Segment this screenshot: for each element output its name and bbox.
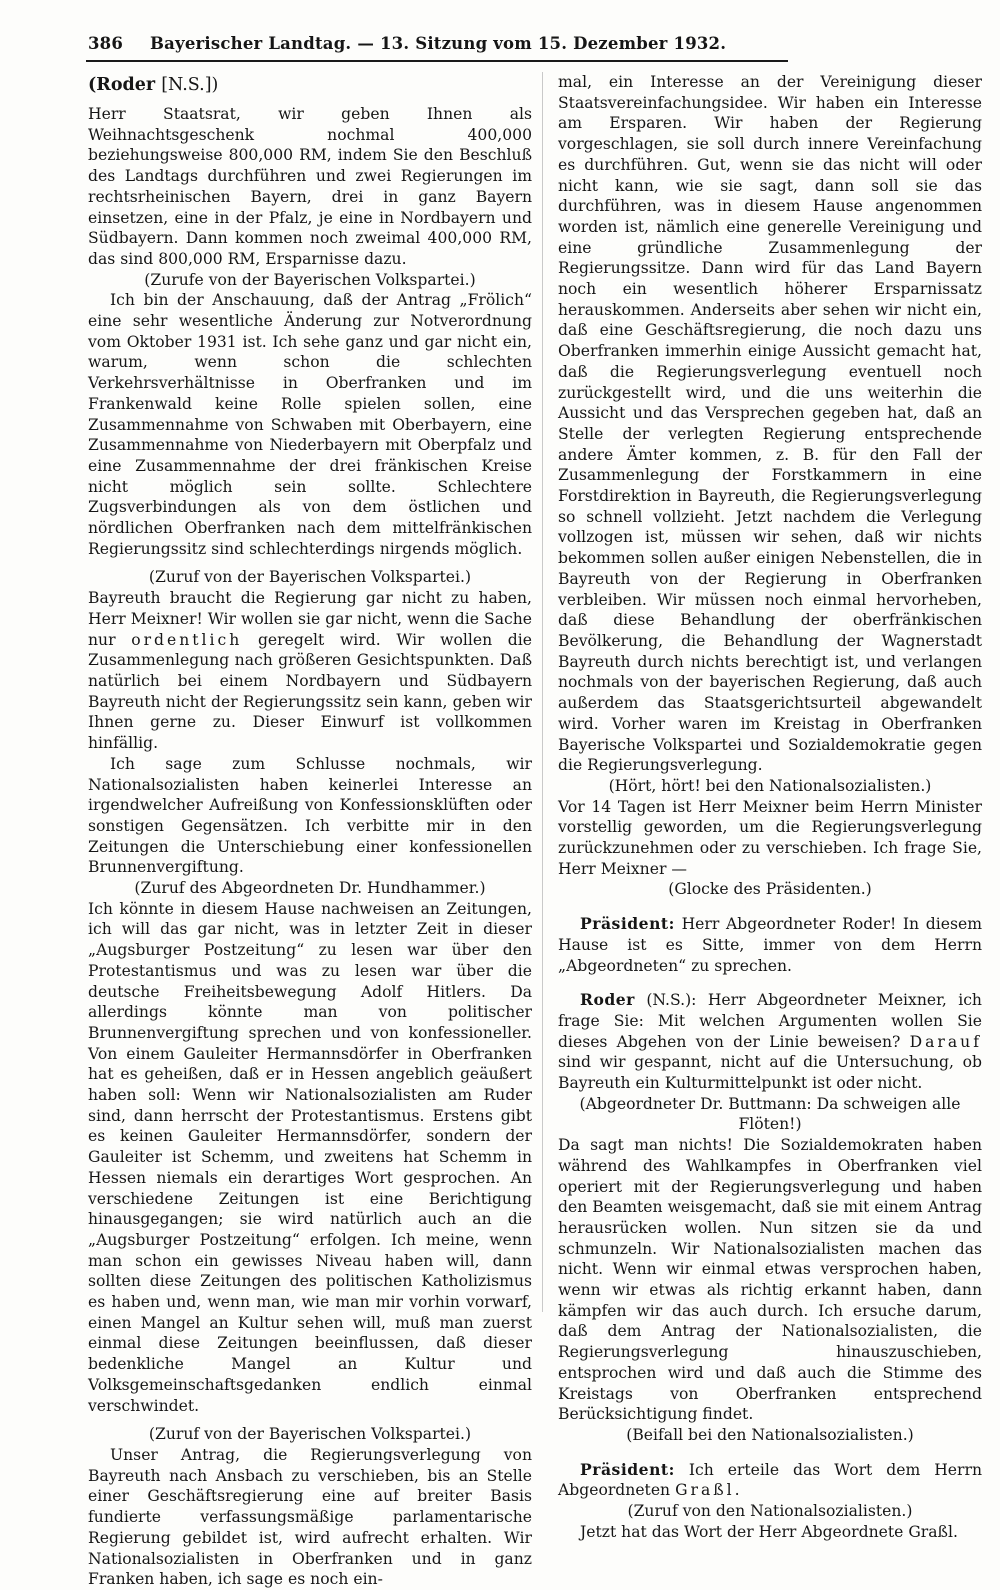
paragraph — [88, 588, 532, 754]
interjection: (Zuruf von der Bayerischen Volkspartei.) — [148, 1425, 472, 1444]
page-number: 386 — [88, 34, 124, 53]
paragraph: Ich bin der Anschauung, daß der Antrag „Frölich“ eine sehr wesentliche Änderung zur Notverordnung vom Oktober 1931 ist. Ich sehe ganz und gar nicht ein, warum, wenn schon die schlechten Verkehrsverhältnisse in Oberfranken und im Frankenwald keine Rolle spielen sollen, eine Zusammennahme von Schwaben mit Oberbayern, eine Zusammennahme von Niederbayern mit Oberpfalz und eine Zusammennahme der drei fränkischen Kreise nicht möglich sein sollte. Schlechtere Zugsverbindungen als von dem östlichen und nördlichen Oberfranken nach dem mittelfränkischen Regierungssitz sind schlechterdings nirgends möglich. — [88, 291, 532, 558]
speaker-heading — [88, 72, 532, 98]
speaker-party: [N.S.]) — [161, 75, 219, 95]
speaker-label: Roder — [580, 990, 635, 1010]
right-column — [558, 72, 982, 1543]
spacer — [88, 559, 532, 567]
interjection: (Zuruf von den Nationalsozialisten.) — [627, 1502, 913, 1521]
interjection: (Hört, hört! bei den Nationalsozialisten.) — [608, 776, 932, 795]
paragraph: Vor 14 Tagen ist Herr Meixner beim Herrn Minister vorstellig geworden, um die Regierungsverlegung zurückzunehmen oder zu verschieben. Ich frage Sie, Herr Meixner — — [558, 797, 982, 878]
emphasized-word: ordentlich — [131, 630, 243, 649]
roder-statement — [558, 990, 982, 1094]
spacer — [88, 1416, 532, 1424]
paragraph: Jetzt hat das Wort der Herr Abgeordnete Graßl. — [580, 1522, 958, 1541]
left-column — [88, 72, 532, 1590]
speaker-name: (Roder — [88, 75, 156, 95]
emphasized-word: Graßl. — [675, 1481, 743, 1500]
text-run: Ich erteile das Wort dem Herrn Abgeordneten — [558, 1460, 982, 1500]
speaker-label: Präsident: — [580, 1459, 675, 1479]
text-run: geregelt wird. Wir wollen die Zusammenlegung nach größeren Gesichtspunkten. Daß natürlich bei einem Nordbayern und Südbayern Bayreuth nicht der Regierungssitz sein kann, geben wir Ihnen gerne zu. Dieser Einwurf ist vollkommen hinfällig. — [88, 630, 532, 753]
column-divider — [542, 72, 543, 1312]
paragraph: Unser Antrag, die Regierungsverlegung von Bayreuth nach Ansbach zu verschieben, bis an Stelle einer Geschäftsregierung eine auf breiter Basis fundierte verfassungsmäßige parlamentarische Regierung gebildet ist, wird aufrecht erhalten. Wir Nationalsozialisten in Oberfranken und in ganz Franken haben, ich sage es noch ein- — [88, 1446, 532, 1589]
paragraph: Herr Staatsrat, wir geben Ihnen als Weihnachtsgeschenk nochmal 400,000 beziehungsweise 800,000 RM, indem Sie den Beschluß des Landtags durchführen und zwei Regierungen im rechtsrheinischen Bayern, drei in ganz Bayern einsetzen, eine in der Pfalz, je eine in Nordbayern und Südbayern. Dann kommen noch zweimal 400,000 RM, das sind 800,000 RM, Ersparnisse dazu. — [88, 105, 532, 268]
interjection: (Glocke des Präsidenten.) — [668, 880, 872, 899]
paragraph: Da sagt man nichts! Die Sozialdemokraten haben während des Wahlkampfes in Oberfranken viel operiert mit der Regierungsverlegung und haben den Beamten weisgemacht, daß sie mit einem Antrag herausrücken wollen. Nun sitzen sie da und schmunzeln. Wir Nationalsozialisten machen das nicht. Wenn wir einmal etwas versprochen haben, wenn wir etwas als richtig erkannt haben, dann kämpfen wir das auch durch. Ich ersuche darum, daß dem Antrag der Nationalsozialisten, die Regierungsverlegung hinauszuschieben, entsprochen wird und daß auch die Stimme des Kreistags von Oberfranken entsprechend Berücksichtigung findet. — [558, 1136, 982, 1424]
text-run: (N.S.): Herr Abgeordneter Meixner, ich frage Sie: Mit welchen Argumenten wollen Sie dieses Abgehen von der Linie beweisen? — [558, 991, 982, 1051]
page-header — [88, 34, 788, 60]
emphasized-word: Darauf — [909, 1032, 982, 1051]
paragraph: mal, ein Interesse an der Vereinigung dieser Staatsvereinfachungsidee. Wir haben ein Interesse am Ersparen. Wir haben der Regierung vorgeschlagen, sie soll durch innere Vereinfachung es durchführen. Gut, wenn sie das nicht will oder nicht kann, wie sie sagt, dann soll sie das durchführen, was in diesem Hause angenommen worden ist, nämlich eine generelle Vereinigung und eine gründliche Zusammenlegung der Regierungssitze. Dann wird für das Land Bayern noch ein wesentlich höherer Ersparnissatz herauskommen. Anderseits aber sehen wir nicht ein, daß eine Geschäftsregierung, die noch dazu uns Oberfranken immerhin einige Aussicht gemacht hat, daß die Regierungsverlegung eventuell noch zurückgestellt wird, und die uns weiterhin die Aussicht und das Versprechen gegeben hat, daß an Stelle der verlegten Regierung entsprechende andere Ämter kommen, z. B. für den Fall der Zusammenlegung der Forstkammern in eine Forstdirektion in Bayreuth, die Regierungsverlegung so schnell vollzieht. Jetzt nachdem die Verlegung vollzogen ist, müssen wir sehen, daß wir nichts bekommen sollen außer einigen Nebenstellen, die in Bayreuth von der Regierung in Oberfranken verbleiben. Wir müssen noch einmal hervorheben, daß diese Behandlung der oberfränkischen Bevölkerung, die Behandlung der Wagnerstadt Bayreuth durch nichts berechtigt ist, und verlangen nochmals von der bayerischen Regierung, daß auch außerdem das Staatsgerichtsurteil abgewandelt wird. Vorher waren im Kreistag in Oberfranken Bayerische Volkspartei und Sozialdemokratie gegen die Regierungsverlegung. — [558, 73, 982, 775]
text-run: Bayreuth braucht die Regierung gar nicht zu haben, Herr Meixner! Wir wollen sie gar nicht, wenn die Sache nur — [88, 589, 532, 649]
interjection: (Zurufe von der Bayerischen Volkspartei.) — [144, 270, 476, 289]
president-statement — [558, 914, 982, 976]
running-title: Bayerischer Landtag. — 13. Sitzung vom 15. Dezember 1932. — [150, 34, 727, 53]
interjection: (Beifall bei den Nationalsozialisten.) — [626, 1426, 914, 1444]
spacer — [558, 900, 982, 914]
header-rule — [86, 60, 788, 62]
paragraph: Ich könnte in diesem Hause nachweisen an Zeitungen, ich will das gar nicht, was in letzter Zeit in dieser „Augsburger Postzeitung“ zu lesen war über den Protestantismus und was zu lesen war über die deutsche Freiheitsbewegung Adolf Hitlers. Da allerdings könnte man von politischer Brunnenvergiftung sprechen und von konfessioneller. Von einem Gauleiter Hermannsdörfer in Oberfranken hat es geheißen, daß er in Hessen angeblich geäußert haben soll: Wenn wir Nationalsozialisten am Ruder sind, dann herrscht der Protestantismus. Erstens gibt es keinen Gauleiter Hermannsdörfer, sondern der Gauleiter ist Schemm, und zweitens hat Schemm in Hessen niemals ein derartiges Wort gesprochen. An verschiedene Zeitungen ist eine Berichtigung hinausgegangen; sie wird natürlich auch an die „Augsburger Postzeitung“ erfolgen. Ich meine, wenn man schon ein gewisses Niveau haben will, dann sollten diese Zeitungen des politischen Katholizismus es haben und, wenn man, wie man mir vorhin vorwarf, einen Mangel an Kultur sehen will, muß man zuerst einmal diese Zeitungen beeinflussen, daß dieser bedenkliche Mangel an Kultur und Volksgemeinschaftsgedanken endlich einmal verschwindet. — [88, 899, 532, 1415]
spacer — [558, 1446, 982, 1460]
interjection: (Zuruf von der Bayerischen Volkspartei.) — [148, 568, 472, 587]
paragraph: Ich sage zum Schlusse nochmals, wir Nationalsozialisten haben keinerlei Interesse an irgendwelcher Aufreißung von Konfessionsklüften oder sonstigen Gegensätzen. Ich verbitte mir in den Zeitungen die Unterschiebung einer konfessionellen Brunnenvergiftung. — [88, 754, 532, 877]
text-run: Herr Abgeordneter Roder! In diesem Hause ist es Sitte, immer von dem Herrn „Abgeordneten“ zu sprechen. — [558, 915, 982, 975]
interjection: (Abgeordneter Dr. Buttmann: Da schweigen alle Flöten!) — [579, 1094, 961, 1134]
spacer — [558, 976, 982, 990]
text-run: sind wir gespannt, nicht auf die Untersuchung, ob Bayreuth ein Kulturmittelpunkt ist oder nicht. — [558, 1053, 982, 1093]
speaker-label: Präsident: — [580, 914, 675, 934]
interjection: (Zuruf des Abgeordneten Dr. Hundhammer.) — [134, 879, 486, 898]
president-statement — [558, 1460, 982, 1501]
